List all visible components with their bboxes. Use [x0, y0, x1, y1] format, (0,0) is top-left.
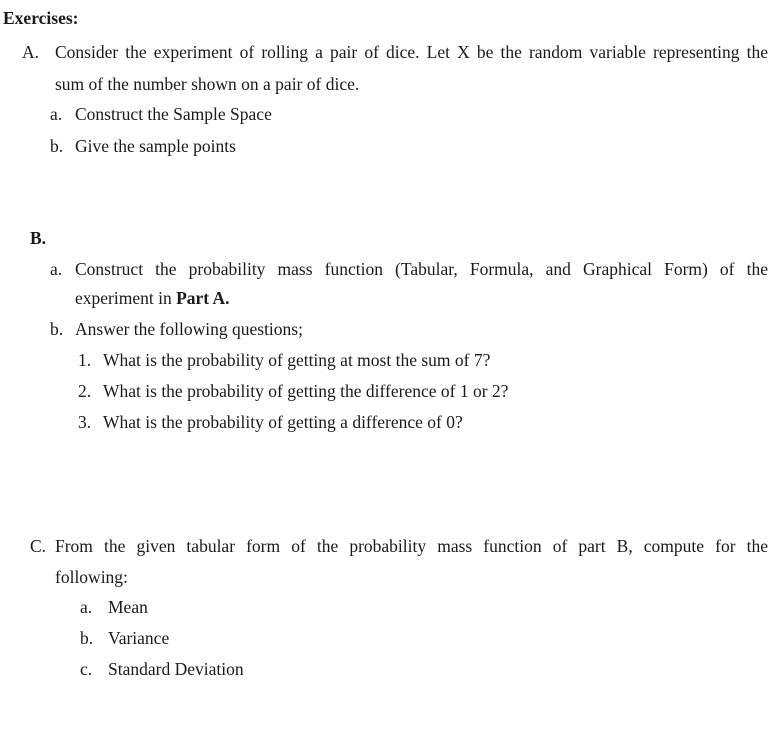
part-b-item-a-line2	[75, 288, 230, 308]
part-a-line2: sum of the number shown on a pair of dice.	[55, 74, 360, 94]
part-c-line2: following:	[55, 567, 128, 587]
question-1-marker: 1.	[78, 350, 92, 370]
part-b-item-a-line2-text: experiment in	[75, 288, 177, 308]
question-1: What is the probability of getting at most the sum of 7?	[103, 350, 491, 370]
part-c-item-variance: Variance	[108, 628, 170, 648]
part-c-item-std-dev: Standard Deviation	[108, 659, 244, 679]
question-3: What is the probability of getting a difference of 0?	[103, 412, 463, 432]
part-b-item-b-marker: b.	[50, 319, 64, 339]
question-3-marker: 3.	[78, 412, 92, 432]
part-a-reference: Part A.	[176, 288, 230, 308]
part-c-line1: From the given tabular form of the probability mass function of part B, compute for the	[55, 536, 768, 556]
part-c-item-c-marker: c.	[80, 659, 93, 679]
part-a-line1: Consider the experiment of rolling a pair of dice. Let X be the random variable representing the	[55, 42, 768, 62]
part-c-item-a-marker: a.	[80, 597, 93, 617]
part-a-item-a-marker: a.	[50, 104, 63, 124]
part-b-item-a-line1: Construct the probability mass function (Tabular, Formula, and Graphical Form) of the	[75, 259, 768, 279]
part-a-item-b: Give the sample points	[75, 136, 236, 156]
question-2: What is the probability of getting the difference of 1 or 2?	[103, 381, 509, 401]
question-2-marker: 2.	[78, 381, 92, 401]
part-c-item-mean: Mean	[108, 597, 148, 617]
part-a-marker: A.	[22, 42, 40, 62]
part-c-item-b-marker: b.	[80, 628, 94, 648]
exercises-heading: Exercises:	[3, 8, 79, 28]
part-a-item-a: Construct the Sample Space	[75, 104, 272, 124]
part-b-item-a-marker: a.	[50, 259, 63, 279]
part-b-item-b: Answer the following questions;	[75, 319, 303, 339]
part-c-marker: C.	[30, 536, 47, 556]
part-b-marker: B.	[30, 228, 47, 248]
part-a-item-b-marker: b.	[50, 136, 64, 156]
